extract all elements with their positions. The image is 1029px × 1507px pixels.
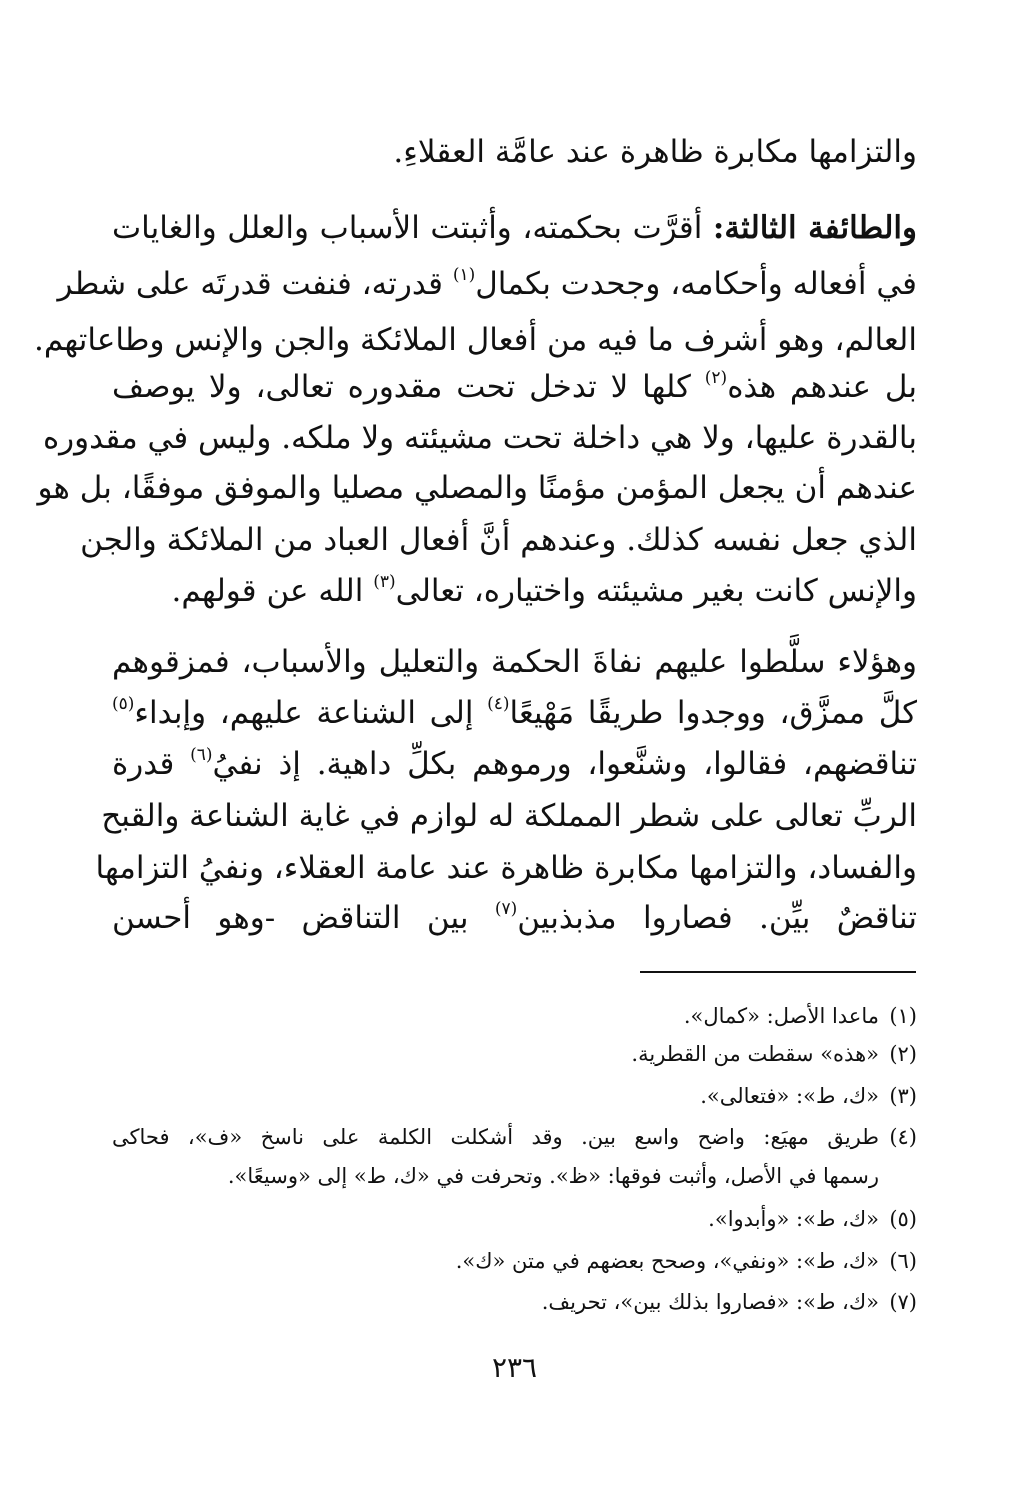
para1-line4 [112, 362, 917, 412]
footnote-ref-4: (٤) [487, 694, 510, 714]
para1-line5 [42, 413, 917, 463]
para2-line4 [101, 791, 917, 841]
footnote-3 [112, 1080, 917, 1112]
footnote-ref-1: (١) [452, 265, 476, 285]
para1-line6-text: عندهم أن يجعل المؤمن مؤمنًا والمصلي مصليا والموفق موفقًا، بل هو [37, 470, 917, 506]
para1-line3-text: العالم، وهو أشرف ما فيه من أفعال الملائكة والجن والإنس وطاعاتهم. [34, 322, 917, 358]
footnote-7 [112, 1286, 917, 1318]
para1-line3 [34, 315, 917, 365]
para1-line8 [112, 566, 917, 616]
para1-line2-a: في أفعاله وأحكامه، وجحدت بكمال [475, 266, 917, 302]
footnote-text: رسمها في الأصل، وأثبت فوقها: «ظ». وتحرفت في «ك، ط» إلى «وسيعًا». [227, 1164, 879, 1188]
footnote-4 [112, 1121, 917, 1153]
para2-line2-b: إلى الشناعة عليهم، وإبداء [134, 695, 488, 731]
footnote-6 [112, 1245, 917, 1277]
footnote-text: ماعدا الأصل: «كمال». [683, 1004, 879, 1028]
footnote-number: (٥) [889, 1207, 917, 1231]
para2-line5-text: والفساد، والتزامها مكابرة ظاهرة عند عامة العقلاء، ونفيُ التزامها [95, 850, 917, 886]
footnote-text: «ك، ط»: «فتعالى». [700, 1084, 879, 1108]
para1-line4-a: بل عندهم هذه [727, 369, 917, 405]
para1-line2-b: قدرته، فنفت قدرتَه على شطر [57, 266, 453, 302]
footnote-text: «ك، ط»: «وأبدوا». [708, 1207, 879, 1231]
footnote-text: «هذه» سقطت من القطرية. [631, 1042, 879, 1066]
para2-line6-b: بين التناقض -وهو أحسن [112, 900, 495, 936]
footnote-number: (٤) [889, 1125, 917, 1149]
footnote-text: «ك، ط»: «ونفي»، وصحح بعضهم في متن «ك». [455, 1249, 879, 1273]
footnote-ref-7: (٧) [494, 899, 518, 919]
footnote-ref-5: (٥) [112, 694, 135, 714]
para2-line2 [112, 688, 917, 738]
footnote-text: طريق مهيَع: واضح واسع بين. وقد أشكلت الكلمة على ناسخ «ف»، فحاكى [112, 1125, 879, 1149]
para1-line1-text: أقرَّت بحكمته، وأثبتت الأسباب والعلل والغايات [112, 210, 713, 246]
footnote-number: (٦) [889, 1249, 917, 1273]
para2-line3-a: تناقضهم، فقالوا، وشنَّعوا، ورموهم بكلِّ داهية. إذ نفيُ [212, 746, 917, 782]
footnote-ref-2: (٢) [704, 368, 728, 388]
footnote-number: (٧) [889, 1290, 917, 1314]
para2-line3 [112, 739, 917, 789]
continuation-text: والتزامها مكابرة ظاهرة عند عامَّة العقلاءِ. [393, 134, 917, 170]
section-lead: والطائفة الثالثة: [712, 210, 917, 246]
footnote-ref-6: (٦) [190, 745, 213, 765]
para2-line3-b: قدرة [112, 746, 191, 782]
footnote-5 [112, 1203, 917, 1235]
para1-line2 [57, 259, 917, 309]
para1-line1 [112, 203, 917, 253]
continuation-line [112, 127, 917, 177]
para1-line5-text: بالقدرة عليها، ولا هي داخلة تحت مشيئته ولا ملكه. وليس في مقدوره [42, 420, 917, 456]
para2-line6 [112, 893, 917, 943]
para1-line8-b: الله عن قولهم. [171, 573, 374, 609]
footnote-number: (٣) [889, 1084, 917, 1108]
para1-line7 [80, 515, 917, 565]
para2-line1 [112, 637, 917, 687]
page-number: ٢٣٦ [491, 1351, 538, 1384]
footnote-2 [112, 1038, 917, 1070]
para2-line2-a: كلَّ ممزَّق، ووجدوا طريقًا مَهْيعًا [509, 695, 918, 731]
footnote-number: (١) [889, 1004, 917, 1028]
para1-line7-text: الذي جعل نفسه كذلك. وعندهم أنَّ أفعال العباد من الملائكة والجن [80, 522, 917, 558]
para1-line8-a: والإنس كانت بغير مشيئته واختياره، تعالى [395, 573, 917, 609]
para1-line6 [37, 463, 917, 513]
para2-line5 [95, 843, 917, 893]
footnote-1 [112, 1000, 917, 1032]
footnote-text: «ك، ط»: «فصاروا بذلك بين»، تحريف. [541, 1290, 879, 1314]
para2-line4-text: الربِّ تعالى على شطر المملكة له لوازم في غاية الشناعة والقبح [101, 798, 917, 834]
footnote-4-continued [112, 1160, 879, 1192]
footnote-ref-3: (٣) [373, 572, 396, 592]
para1-line4-b: كلها لا تدخل تحت مقدوره تعالى، ولا يوصف [112, 369, 705, 405]
para2-line1-text: وهؤلاء سلَّطوا عليهم نفاةَ الحكمة والتعليل والأسباب، فمزقوهم [112, 644, 917, 680]
footnote-number: (٢) [889, 1042, 917, 1066]
para2-line6-a: تناقضٌ بيِّن. فصاروا مذبذبين [517, 900, 918, 936]
footnote-separator [640, 971, 916, 973]
